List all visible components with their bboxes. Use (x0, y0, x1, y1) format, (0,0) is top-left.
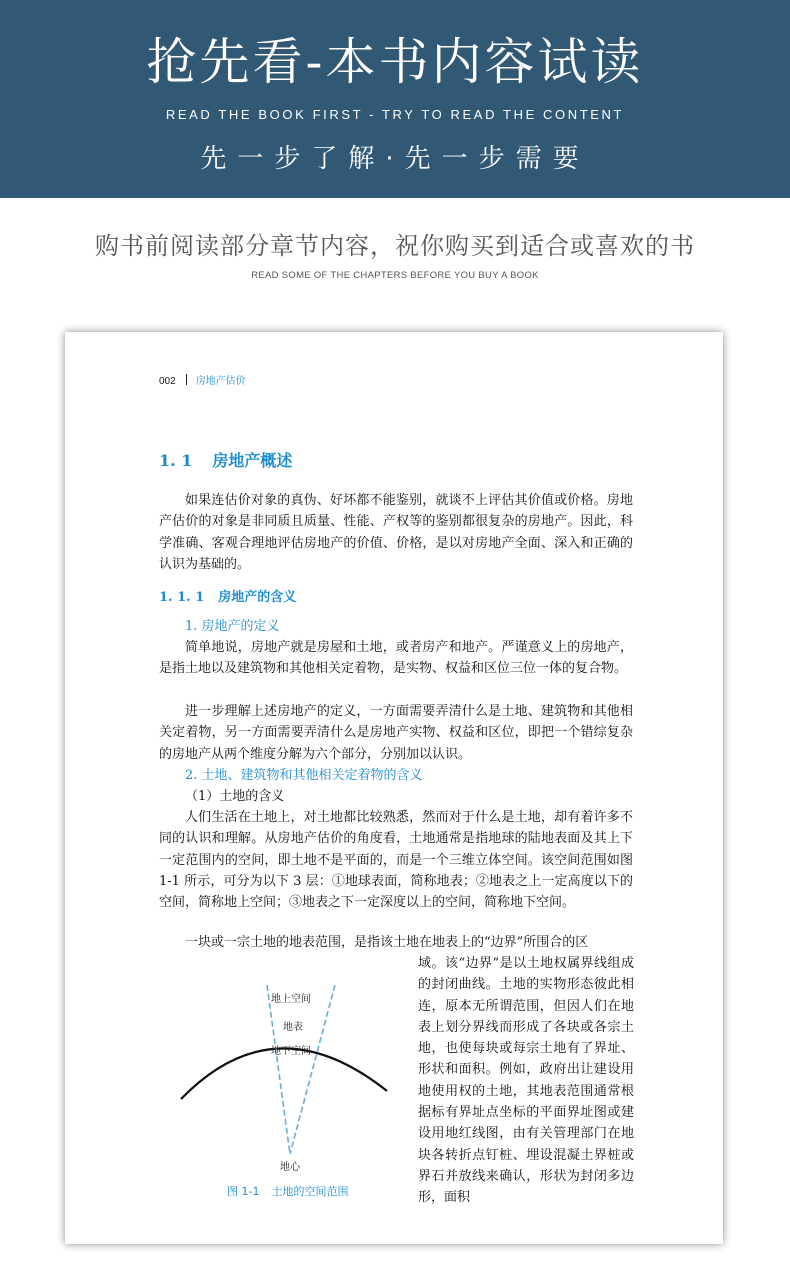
paragraph-3: 进一步理解上述房地产的定义，一方面需要弄清什么是土地、建筑物和其他相关定着物，另一方面需要弄清什么是房地产实物、权益和区位，即把一个错综复杂的房地产从两个维度分解为六个部分，分别加以认识。 (159, 704, 633, 762)
banner-subtitle: READ THE BOOK FIRST - TRY TO READ THE CONTENT (165, 107, 625, 122)
boundary-line-right (290, 985, 335, 1154)
figure-caption-number: 图 1-1 (227, 1185, 260, 1198)
section-heading (159, 448, 292, 471)
subsection-number: 1. 1. 1 (159, 590, 205, 605)
page-number: 002 (159, 376, 176, 387)
label-above-ground: 地上空间 (271, 994, 311, 1005)
item2-subheading: （1）土地的含义 (185, 789, 285, 804)
boundary-line-left (267, 985, 290, 1154)
banner-title: 抢先看-本书内容试读 (146, 33, 644, 91)
paragraph-5-continued: 域。该“边界”是以土地权属界线组成的封闭曲线。土地的实物形态彼此相连，原本无所谓范围，但因人们在地表上划分界线而形成了各块或各宗土地，也使每块或每宗土地有了界址、形状和面积。例如，政府出让建设用地使用权的土地，其地表范围通常根据标有界址点坐标的平面界址图或建设用地红线图，由有关管理部门在地块各转折点钉桩、埋设混凝土界桩或界石并放线来确认，形状为封闭多边形，面积 (418, 956, 634, 1206)
running-head (159, 372, 246, 387)
paragraph-2: 简单地说，房地产就是房屋和土地，或者房产和地产。严谨意义上的房地产，是指土地以及建筑物和其他相关定着物，是实物、权益和区位三位一体的复合物。 (159, 640, 633, 677)
figure-caption (227, 1183, 348, 1199)
intro-title: 购书前阅读部分章节内容，祝你购买到适合或喜欢的书 (95, 232, 695, 260)
land-space-diagram (175, 977, 405, 1207)
book-title: 房地产估价 (195, 376, 246, 387)
running-head-divider (186, 374, 187, 385)
label-surface: 地表 (283, 1022, 303, 1033)
intro-subtitle: READ SOME OF THE CHAPTERS BEFORE YOU BUY A BOOK (251, 270, 539, 281)
book-page (65, 332, 723, 1244)
subsection-title: 房地产的含义 (218, 590, 297, 605)
figure-caption-title: 土地的空间范围 (271, 1185, 349, 1198)
section-number: 1. 1 (159, 451, 193, 470)
paragraph-4: 人们生活在土地上，对土地都比较熟悉，然而对于什么是土地，却有着许多不同的认识和理解。从房地产估价的角度看，土地通常是指地球的陆地表面及其上下一定范围内的空间，即土地不是平面的，而是一个三维立体空间。该空间范围如图 1-1 所示，可分为以下 3 层：①地球表面，简称地表；②地表之上一定高度以下的空间，简称地上空间；③地表之下一定深度以上的空间，简称地下空间。 (159, 810, 633, 911)
label-below-ground: 地下空间 (271, 1046, 311, 1057)
banner-slogan: 先一步了解·先一步需要 (200, 144, 590, 174)
section-title: 房地产概述 (212, 451, 293, 470)
label-earth-center: 地心 (280, 1162, 300, 1173)
item2-heading: 2. 土地、建筑物和其他相关定着物的含义 (185, 768, 423, 783)
top-banner (0, 0, 790, 198)
item1-heading: 1. 房地产的定义 (185, 619, 280, 634)
subsection-heading (159, 586, 296, 605)
paragraph-5-lead: 一块或一宗土地的地表范围，是指该土地在地表上的“边界”所围合的区 (185, 935, 589, 950)
paragraph-1: 如果连估价对象的真伪、好坏都不能鉴别，就谈不上评估其价值或价格。房地产估价的对象是非同质且质量、性能、产权等的鉴别都很复杂的房地产。因此，科学准确、客观合理地评估房地产的价值、价格，是以对房地产全面、深入和正确的认识为基础的。 (159, 493, 633, 572)
